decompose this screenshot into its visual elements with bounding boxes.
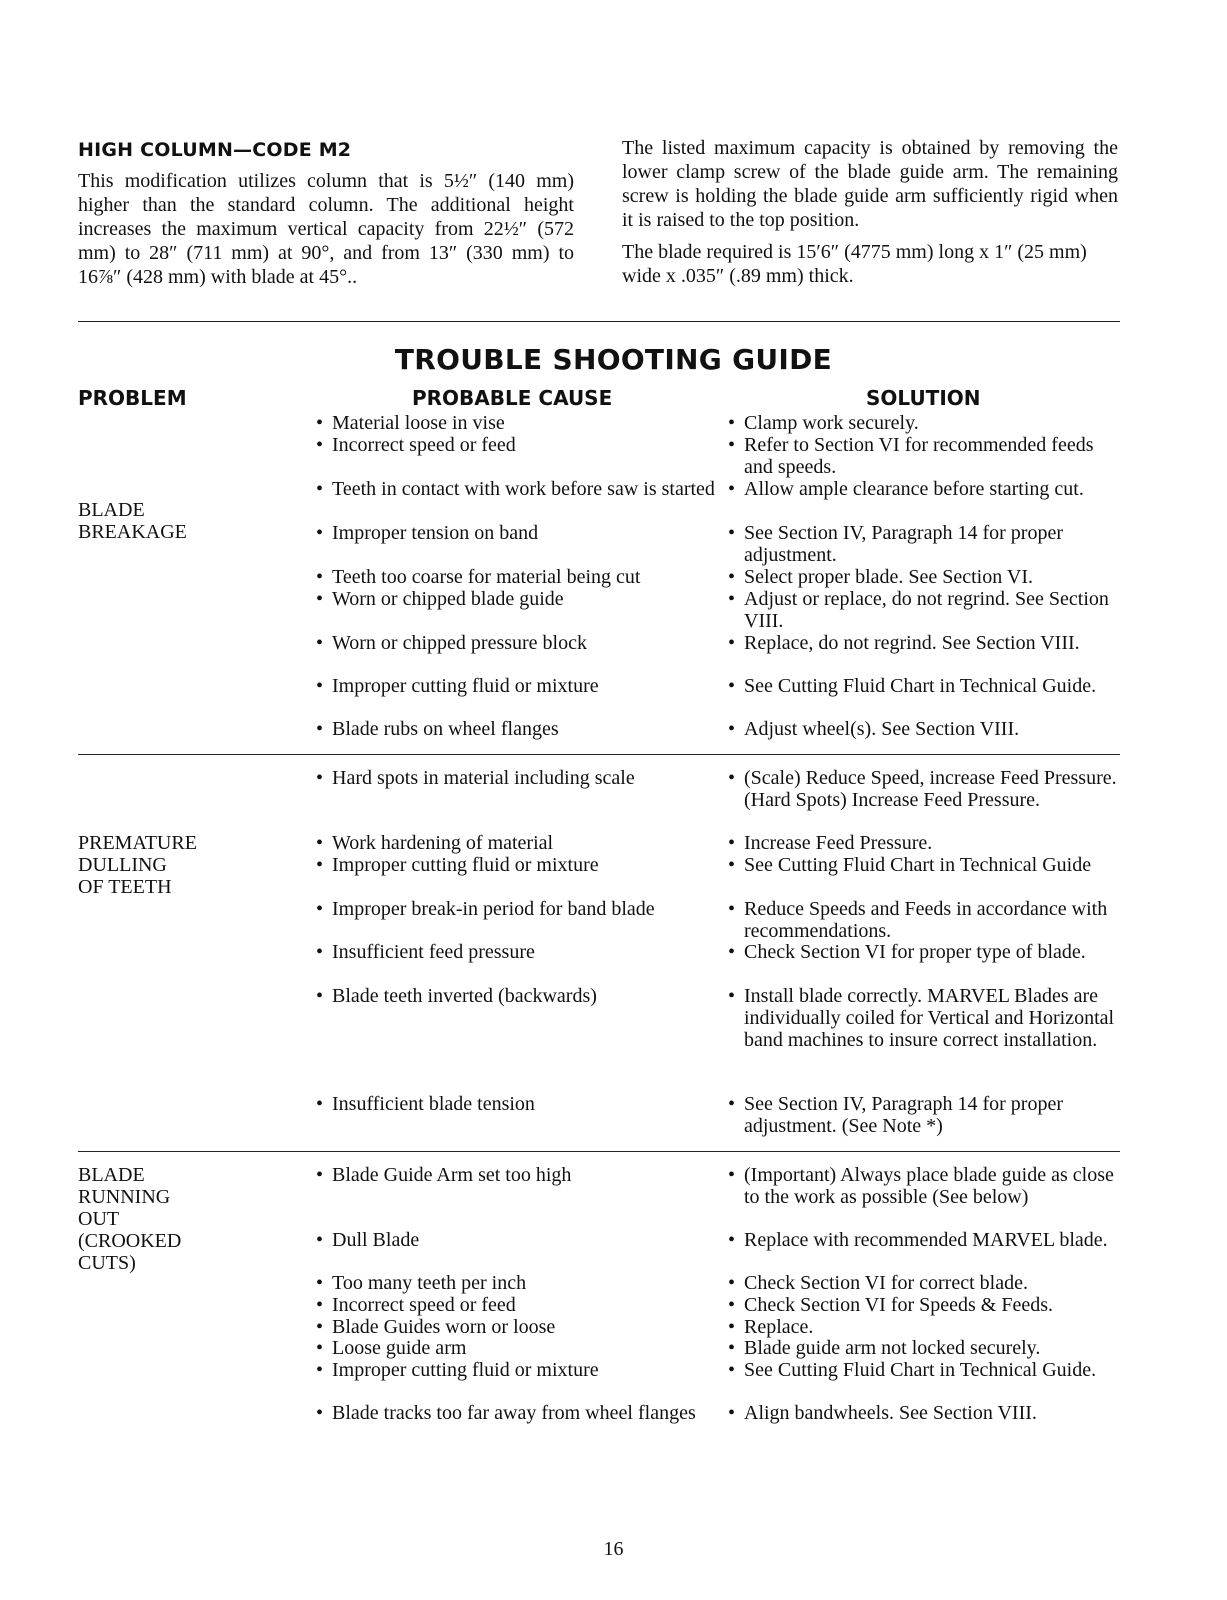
probable-cause-text: Teeth too coarse for material being cut <box>332 566 641 588</box>
bullet: • <box>728 1229 736 1251</box>
solution <box>728 985 1120 1051</box>
probable-cause-text: Improper cutting fluid or mixture <box>332 1359 599 1381</box>
solution-text: See Section IV, Paragraph 14 for proper adjustment. <box>744 522 1063 566</box>
solution <box>728 1337 1120 1359</box>
problem-line: BLADE <box>78 499 145 521</box>
bullet: • <box>316 522 324 544</box>
solution <box>728 588 1120 632</box>
bullet: • <box>316 1093 324 1115</box>
bullet: • <box>728 941 736 963</box>
bullet: • <box>316 718 324 740</box>
probable-cause-text: Blade Guides worn or loose <box>332 1316 556 1338</box>
bullet: • <box>316 985 324 1007</box>
problem-line: BLADE <box>78 1164 145 1186</box>
solution <box>728 1272 1120 1294</box>
solution-text: (Important) Always place blade guide as close to the work as possible (See below) <box>744 1164 1114 1208</box>
solution-text: Align bandwheels. See Section VIII. <box>744 1402 1037 1424</box>
problem-line: CUTS) <box>78 1252 136 1274</box>
bullet: • <box>728 1294 736 1316</box>
probable-cause-text: Improper cutting fluid or mixture <box>332 854 599 876</box>
bullet: • <box>728 478 736 500</box>
bullet: • <box>316 941 324 963</box>
header-problem: PROBLEM <box>78 386 187 410</box>
bullet: • <box>728 1093 736 1115</box>
probable-cause-text: Blade rubs on wheel flanges <box>332 718 559 740</box>
solution <box>728 941 1120 963</box>
solution-text: Install blade correctly. MARVEL Blades are individually coiled for Vertical and Horizontal band machines to insure correct installation. <box>744 985 1115 1051</box>
probable-cause <box>316 1164 716 1186</box>
problem-label <box>78 499 308 543</box>
divider-1 <box>78 754 1120 755</box>
probable-cause <box>316 1337 716 1359</box>
bullet: • <box>316 478 324 500</box>
bullet: • <box>728 1272 736 1294</box>
problem-line: PREMATURE <box>78 832 197 854</box>
probable-cause-text: Improper break-in period for band blade <box>332 898 655 920</box>
bullet: • <box>728 522 736 544</box>
probable-cause <box>316 1294 716 1316</box>
bullet: • <box>316 1359 324 1381</box>
intro-right-column <box>622 136 1118 297</box>
solution <box>728 675 1120 697</box>
solution-text: Increase Feed Pressure. <box>744 832 933 854</box>
page-number: 16 <box>603 1538 624 1560</box>
problem-line: RUNNING <box>78 1186 171 1208</box>
solution <box>728 1229 1120 1251</box>
probable-cause <box>316 632 716 654</box>
solution-text: Check Section VI for correct blade. <box>744 1272 1028 1294</box>
bullet: • <box>728 566 736 588</box>
problem-line: OUT <box>78 1208 120 1230</box>
solution <box>728 718 1120 740</box>
bullet: • <box>728 832 736 854</box>
probable-cause-text: Work hardening of material <box>332 832 554 854</box>
solution <box>728 412 1120 434</box>
bullet: • <box>316 675 324 697</box>
header-solution: SOLUTION <box>866 386 981 410</box>
solution <box>728 1316 1120 1338</box>
solution-text: See Cutting Fluid Chart in Technical Guide <box>744 854 1092 876</box>
solution-text: Clamp work securely. <box>744 412 919 434</box>
probable-cause <box>316 412 716 434</box>
solution-text: Replace, do not regrind. See Section VIII. <box>744 632 1080 654</box>
blade-spec-paragraph: The blade required is 15′6″ (4775 mm) long x 1″ (25 mm) wide x .035″ (.89 mm) thick. <box>622 241 1087 287</box>
probable-cause <box>316 675 716 697</box>
bullet: • <box>728 854 736 876</box>
solution-text: Adjust or replace, do not regrind. See Section VIII. <box>744 588 1109 632</box>
bullet: • <box>728 767 736 789</box>
probable-cause <box>316 1316 716 1338</box>
problem-label <box>78 832 308 898</box>
solution-text: (Scale) Reduce Speed, increase Feed Pressure. (Hard Spots) Increase Feed Pressure. <box>744 767 1117 811</box>
solution <box>728 566 1120 588</box>
bullet: • <box>728 675 736 697</box>
solution-text: See Cutting Fluid Chart in Technical Guide. <box>744 1359 1097 1381</box>
probable-cause-text: Blade Guide Arm set too high <box>332 1164 572 1186</box>
probable-cause-text: Blade tracks too far away from wheel flanges <box>332 1402 696 1424</box>
probable-cause <box>316 566 716 588</box>
probable-cause-text: Improper cutting fluid or mixture <box>332 675 599 697</box>
solution <box>728 522 1120 566</box>
probable-cause-text: Too many teeth per inch <box>332 1272 527 1294</box>
probable-cause-text: Worn or chipped pressure block <box>332 632 587 654</box>
probable-cause <box>316 478 716 500</box>
probable-cause <box>316 1229 716 1251</box>
bullet: • <box>316 588 324 610</box>
probable-cause <box>316 522 716 544</box>
problem-line: DULLING <box>78 854 167 876</box>
bullet: • <box>316 1316 324 1338</box>
solution-text: Replace. <box>744 1316 814 1338</box>
probable-cause <box>316 898 716 920</box>
solution-text: Check Section VI for Speeds & Feeds. <box>744 1294 1054 1316</box>
bullet: • <box>728 1402 736 1424</box>
solution <box>728 1093 1120 1137</box>
bullet: • <box>316 1229 324 1251</box>
probable-cause-text: Loose guide arm <box>332 1337 467 1359</box>
bullet: • <box>728 412 736 434</box>
probable-cause-text: Hard spots in material including scale <box>332 767 635 789</box>
solution-text: Check Section VI for proper type of blade. <box>744 941 1086 963</box>
solution-text: Select proper blade. See Section VI. <box>744 566 1033 588</box>
header-probable-cause: PROBABLE CAUSE <box>412 386 613 410</box>
probable-cause <box>316 1272 716 1294</box>
bullet: • <box>316 832 324 854</box>
solution-text: See Cutting Fluid Chart in Technical Guide. <box>744 675 1097 697</box>
probable-cause <box>316 832 716 854</box>
bullet: • <box>316 412 324 434</box>
high-column-section <box>78 138 1118 297</box>
solution <box>728 1359 1120 1381</box>
intro-left-column <box>78 138 574 297</box>
probable-cause-text: Improper tension on band <box>332 522 539 544</box>
solution-text: Allow ample clearance before starting cut. <box>744 478 1084 500</box>
problem-label <box>78 1164 308 1274</box>
bullet: • <box>316 632 324 654</box>
probable-cause-text: Worn or chipped blade guide <box>332 588 564 610</box>
solution-text: Adjust wheel(s). See Section VIII. <box>744 718 1020 740</box>
bullet: • <box>316 1272 324 1294</box>
solution <box>728 854 1120 876</box>
probable-cause <box>316 1402 716 1424</box>
solution <box>728 632 1120 654</box>
solution <box>728 434 1120 478</box>
solution <box>728 898 1120 942</box>
probable-cause <box>316 985 716 1007</box>
probable-cause <box>316 941 716 963</box>
bullet: • <box>728 588 736 610</box>
problem-line: OF TEETH <box>78 876 172 898</box>
intro-paragraph: This modification utilizes column that is 5½″ (140 mm) higher than the standard column. The additional height increases the maximum vertical capacity from 22½″ (572 mm) to 28″ (711 mm) at 90°, and from 13″ (330 mm) to 16⅞″ (428 mm) with blade at 45°.. <box>78 170 574 288</box>
probable-cause <box>316 718 716 740</box>
divider-2 <box>78 1151 1120 1152</box>
probable-cause <box>316 1093 716 1115</box>
solution <box>728 1164 1120 1208</box>
bullet: • <box>316 566 324 588</box>
bullet: • <box>728 1359 736 1381</box>
bullet: • <box>316 434 324 456</box>
bullet: • <box>316 898 324 920</box>
probable-cause-text: Insufficient feed pressure <box>332 941 535 963</box>
probable-cause-text: Blade teeth inverted (backwards) <box>332 985 597 1007</box>
bullet: • <box>316 1164 324 1186</box>
capacity-paragraph: The listed maximum capacity is obtained by removing the lower clamp screw of the blade guide arm. The remaining screw is holding the blade guide arm sufficiently rigid when it is raised to the top position. <box>622 137 1118 231</box>
solution-text: Reduce Speeds and Feeds in accordance with recommendations. <box>744 898 1108 942</box>
probable-cause <box>316 588 716 610</box>
bullet: • <box>728 434 736 456</box>
problem-line: BREAKAGE <box>78 521 187 543</box>
probable-cause <box>316 767 716 789</box>
guide-title: TROUBLE SHOOTING GUIDE <box>394 343 833 376</box>
bullet: • <box>728 632 736 654</box>
divider-top <box>78 321 1120 322</box>
bullet: • <box>728 1316 736 1338</box>
probable-cause-text: Incorrect speed or feed <box>332 434 516 456</box>
section-heading: HIGH COLUMN—CODE M2 <box>78 139 352 161</box>
bullet: • <box>728 985 736 1007</box>
probable-cause <box>316 854 716 876</box>
solution <box>728 1294 1120 1316</box>
solution-text: Refer to Section VI for recommended feeds and speeds. <box>744 434 1094 478</box>
problem-line: (CROOKED <box>78 1230 182 1252</box>
solution <box>728 1402 1120 1424</box>
solution <box>728 832 1120 854</box>
solution <box>728 767 1120 811</box>
probable-cause-text: Teeth in contact with work before saw is started <box>332 478 715 500</box>
solution-text: See Section IV, Paragraph 14 for proper adjustment. (See Note *) <box>744 1093 1063 1137</box>
bullet: • <box>728 718 736 740</box>
solution-text: Replace with recommended MARVEL blade. <box>744 1229 1108 1251</box>
probable-cause-text: Incorrect speed or feed <box>332 1294 516 1316</box>
bullet: • <box>728 1164 736 1186</box>
bullet: • <box>728 898 736 920</box>
bullet: • <box>316 1402 324 1424</box>
bullet: • <box>316 767 324 789</box>
probable-cause <box>316 434 716 456</box>
probable-cause <box>316 1359 716 1381</box>
bullet: • <box>728 1337 736 1359</box>
bullet: • <box>316 1337 324 1359</box>
bullet: • <box>316 1294 324 1316</box>
solution-text: Blade guide arm not locked securely. <box>744 1337 1041 1359</box>
probable-cause-text: Dull Blade <box>332 1229 420 1251</box>
probable-cause-text: Material loose in vise <box>332 412 505 434</box>
solution <box>728 478 1120 500</box>
probable-cause-text: Insufficient blade tension <box>332 1093 535 1115</box>
bullet: • <box>316 854 324 876</box>
